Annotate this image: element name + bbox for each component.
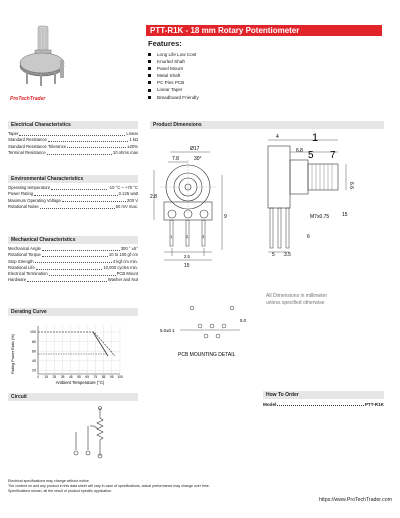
leader-dots [67,144,126,149]
dim-d66: 6.6 [348,182,354,189]
dim-d78: 7.8 [172,156,179,162]
environmental-key: Power Rating [8,191,34,197]
dim-t3: 3 [202,234,205,239]
derating-xtick: 95 [110,375,114,379]
mechanical-value: PCB Mount [116,271,138,277]
dim-d9: 9 [224,214,227,220]
derating-xtick: 105 [117,375,123,379]
electrical-section [8,121,138,156]
leader-dots [42,252,108,257]
derating-xtick: 45 [69,375,73,379]
order-heading: How To Order [263,391,384,399]
environmental-value: 200 V [127,197,138,203]
feature-item [148,51,288,58]
environmental-value: 0.125 watt [118,191,138,197]
dimension-drawing [150,130,384,280]
electrical-value: ±20% [127,143,138,149]
environmental-heading: Environmental Characteristics [8,175,138,183]
mechanical-row [8,277,138,283]
dim-angle: 30° [194,156,202,162]
environmental-value: 60 mV max. [115,203,138,209]
features-heading: Features: [148,39,182,48]
dim-d17: Ø17 [190,146,200,152]
leader-dots [42,246,120,251]
dim-d7: 7 [330,150,336,161]
leader-dots [47,150,112,155]
footer-url[interactable]: https://www.ProTechTrader.com [318,497,392,503]
derating-ytick: 100 [30,330,36,335]
dim-t1: 1 [170,234,173,239]
derating-xtick: 25 [52,375,57,379]
feature-item [148,65,288,72]
derating-xtick: 85 [101,375,106,379]
note-line-2: unless specified otherwise [266,300,325,306]
dim-d5: 5 [308,150,314,161]
leader-dots [62,198,126,203]
derating-ytick: 20 [32,368,36,373]
circuit-section [8,393,138,401]
feature-label: Breadboard Friendly [157,94,199,100]
mechanical-heading: Mechanical Characteristics [8,236,138,244]
mechanical-value: 4 kgf·cm min. [112,258,138,264]
electrical-key: Taper [8,131,19,136]
bullet-icon [148,89,151,92]
feature-label: Knurled Shaft [157,59,185,65]
derating-xtick: 35 [60,375,65,379]
dim-d1: 1 [312,132,319,144]
derating-xtick: 75 [93,375,98,379]
leader-dots [40,204,115,209]
derating-ytick: 40 [32,359,36,363]
dim-t2: 2 [186,234,189,239]
environmental-row [8,204,138,210]
footer [8,479,392,494]
derating-xlabel: Ambient Temperature (°C) [55,380,105,385]
electrical-value: 10 ohms max [112,149,138,155]
derating-heading: Derating Curve [8,308,138,316]
circuit-heading: Circuit [8,393,138,401]
feature-label: Long Life Low Cost [157,52,197,57]
mechanical-key: Rotational Life [8,264,35,270]
derating-chart [8,318,138,388]
environmental-key: Maximum Operating Voltage [8,197,61,203]
feature-item [148,72,288,79]
mechanical-key: Mechanical Angle [8,246,41,251]
footer-line-3: Specifications shown, all the result of product specific application. [8,489,113,493]
environmental-key: Rotational Noise [8,203,39,209]
derating-ylabel: Rating Power Ratio (%) [11,334,15,374]
bullet-icon [148,74,151,77]
bullet-icon [148,60,151,63]
mechanical-value: 10 to 100 gf·cm [108,252,138,258]
dim-d6: 6 [307,234,310,240]
dimension-note [266,293,327,307]
feature-item [148,79,288,86]
feature-item [148,86,288,93]
pcb-mounting-detail [150,292,266,360]
electrical-key: Standard Resistance [8,137,47,143]
feature-label: Panel Mount [157,66,183,72]
electrical-key: Standard Resistance Tolerance [8,143,67,149]
feature-label: Linear Taper [157,87,183,93]
bullet-icon [148,67,151,70]
feature-item [148,58,288,65]
feature-label: Metal Shaft [157,73,181,79]
footer-line-1: Electrical specifications may change without notice. [8,479,90,483]
leader-dots [19,131,125,136]
order-value: PTT-R1K [364,402,384,407]
derating-section [8,308,138,316]
note-line-1: All Dimensions in millimeter [266,293,328,299]
mechanical-key: Rotational Torque [8,252,41,258]
leader-dots [27,277,107,282]
mechanical-value: 300 ° ±5° [120,246,138,251]
dim-d5b: 5 [272,252,275,258]
mechanical-key: Stop Strength [8,258,34,264]
footer-line-2: The content on and any product in this data sheet will vary in case of specifications, actual performance may change over time. [8,484,210,488]
features-section [148,39,288,101]
order-section [263,391,384,407]
mechanical-value: 10,000 cycles min. [103,264,138,270]
dim-d25: 2.5 [184,254,190,259]
derating-xtick: 65 [85,375,89,379]
logo: ProTechTrader [10,96,46,102]
circuit-diagram [60,404,120,460]
feature-item [148,94,288,101]
pcb-dim-b: 5.0 [240,318,247,323]
product-photo [8,22,68,98]
bullet-icon [148,81,151,84]
dim-d35: 3.5 [284,252,291,258]
pcb-dim-a: 5.0±0.1 [160,328,175,333]
dim-d68: 6.8 [296,148,303,154]
order-row [263,402,384,407]
dim-d15b: 15 [342,212,348,218]
leader-dots [34,191,118,196]
dim-nut: M7x0.75 [310,214,330,220]
electrical-value: 1 kΩ [129,137,138,143]
leader-dots [36,265,103,270]
environmental-key: Operating temperature [8,185,51,190]
order-label: Model [263,402,277,407]
derating-xtick: 55 [77,375,81,379]
leader-dots [35,259,112,264]
electrical-row [8,150,138,156]
electrical-key: Terminal Resistance [8,149,46,155]
mechanical-section [8,236,138,284]
feature-label: PC Pins PCB [157,80,185,86]
environmental-section [8,175,138,210]
environmental-value: -10 °C ~ +70 °C [108,185,138,190]
electrical-value: Linear [126,131,138,136]
leader-dots [48,137,128,142]
mechanical-key: Hardware [8,277,27,283]
electrical-heading: Electrical Characteristics [8,121,138,129]
pcb-caption: PCB MOUNTING DETAIL [178,352,236,358]
bullet-icon [148,96,151,99]
dim-d4: 4 [276,134,279,140]
derating-xtick: 15 [44,375,48,379]
leader-dots [49,271,116,276]
dimensions-heading: Product Dimensions [150,121,384,129]
dimensions-section [150,121,384,129]
mechanical-value: Washer and Nut [107,277,138,283]
leader-dots [51,185,107,190]
derating-xtick: 0 [37,375,39,379]
page-title: PTT-R1K - 18 mm Rotary Potentiometer [146,25,382,36]
dim-d28: 2.8 [150,194,157,200]
derating-ytick: 80 [32,339,36,344]
derating-ytick: 60 [32,349,36,354]
bullet-icon [148,53,151,56]
mechanical-key: Electrical Termination [8,271,48,277]
dim-d15: 15 [184,263,190,269]
